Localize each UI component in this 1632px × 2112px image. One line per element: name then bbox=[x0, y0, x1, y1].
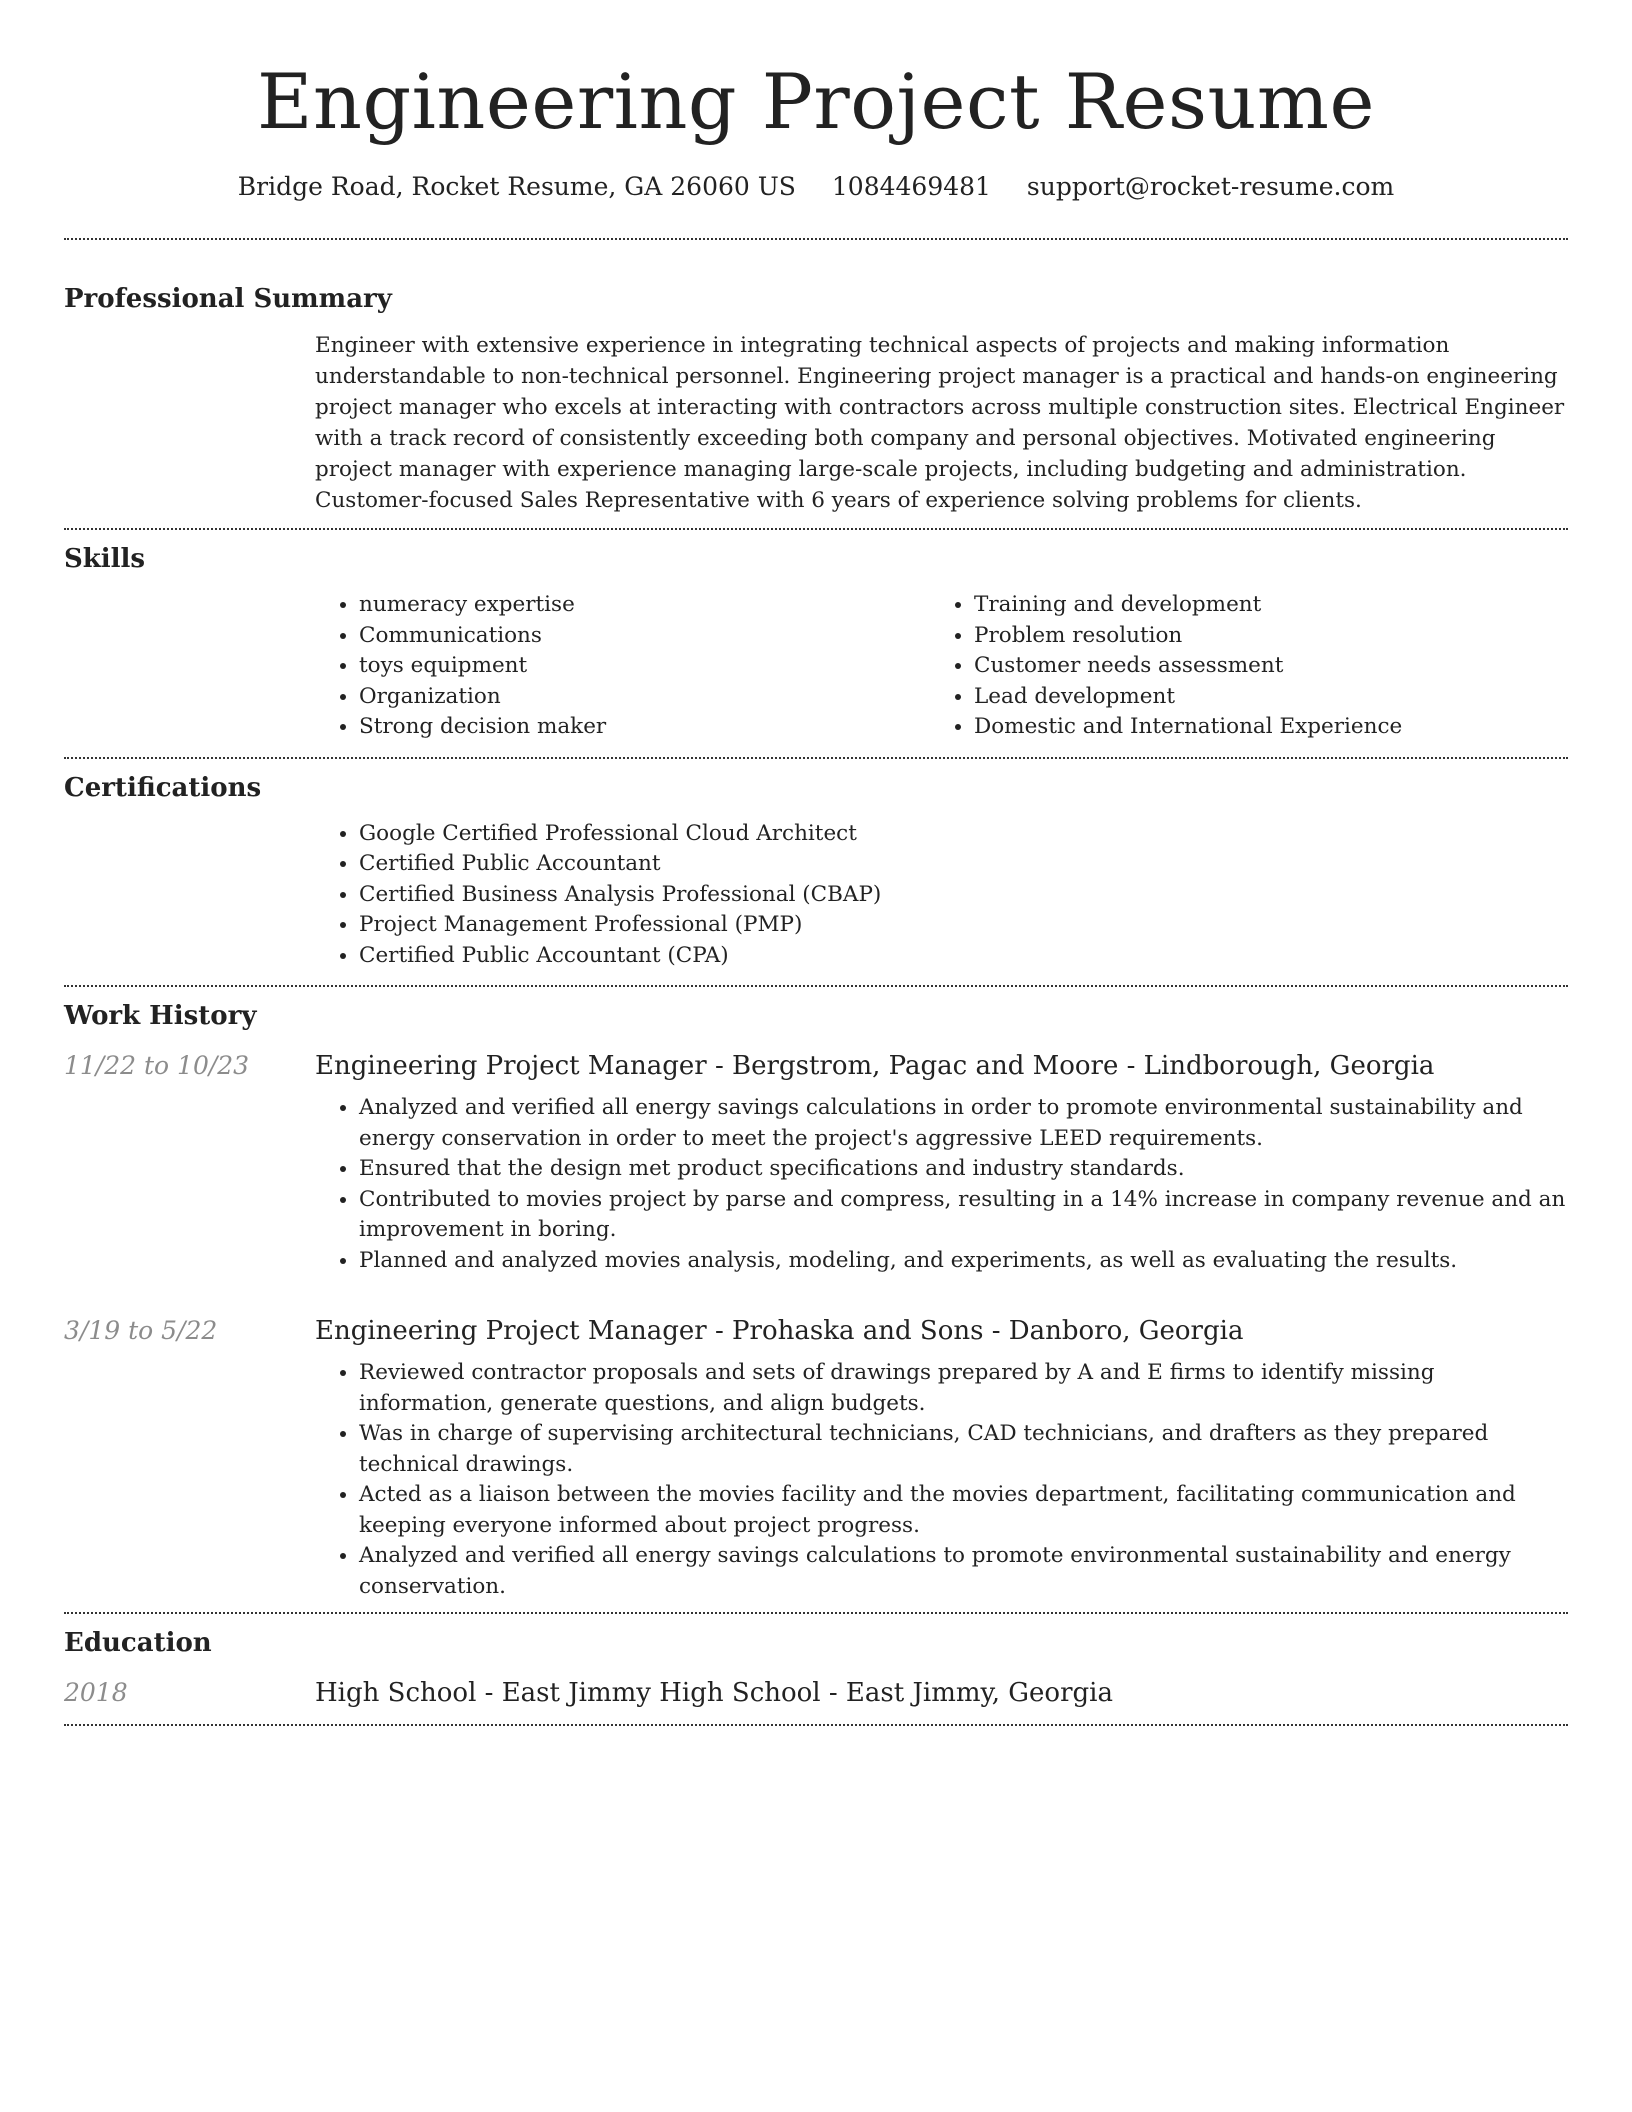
section-title-education: Education bbox=[64, 1628, 212, 1658]
skill-item: • Organization bbox=[359, 682, 930, 713]
skill-item: • Lead development bbox=[974, 682, 1545, 713]
skill-item: • Strong decision maker bbox=[359, 712, 930, 743]
professional-summary-section bbox=[64, 240, 1568, 528]
job-dates: 3/19 to 5/22 bbox=[64, 1316, 218, 1345]
education-heading: High School - East Jimmy High School - East Jimmy, Georgia bbox=[315, 1678, 1113, 1708]
education-date: 2018 bbox=[64, 1678, 128, 1707]
certification-item: • Google Certified Professional Cloud Architect bbox=[359, 819, 1568, 850]
job-bullet: • Ensured that the design met product specifications and industry standards. bbox=[359, 1154, 1568, 1185]
job-bullet: • Acted as a liaison between the movies facility and the movies department, facilitating communication and keeping everyone informed about project progress. bbox=[359, 1480, 1568, 1541]
section-title-certifications: Certifications bbox=[64, 772, 262, 803]
job-entry bbox=[64, 1033, 1568, 1276]
skills-column-right bbox=[930, 590, 1545, 743]
certification-item: • Certified Public Accountant (CPA) bbox=[359, 941, 1568, 972]
job-bullet: • Analyzed and verified all energy savings calculations to promote environmental sustainability and energy conservation. bbox=[359, 1541, 1568, 1602]
education-section bbox=[64, 1614, 1568, 1724]
job-entry bbox=[64, 1298, 1568, 1602]
certification-item: • Project Management Professional (PMP) bbox=[359, 910, 1568, 941]
contact-line bbox=[64, 170, 1568, 204]
contact-address: Bridge Road, Rocket Resume, GA 26060 US bbox=[237, 172, 796, 201]
job-heading: Engineering Project Manager - Prohaska and Sons - Danboro, Georgia bbox=[315, 1316, 1244, 1346]
job-heading: Engineering Project Manager - Bergstrom, Pagac and Moore - Lindborough, Georgia bbox=[315, 1051, 1435, 1081]
contact-email: support@rocket-resume.com bbox=[1026, 172, 1395, 201]
job-bullet: • Analyzed and verified all energy savings calculations in order to promote environmental sustainability and energy conservation in order to meet the project's aggressive LEED requirements. bbox=[359, 1093, 1568, 1154]
resume-name: Engineering Project Resume bbox=[257, 57, 1375, 146]
contact-phone: 1084469481 bbox=[831, 172, 991, 201]
work-history-section bbox=[64, 987, 1568, 1612]
section-title-work-history: Work History bbox=[64, 1001, 257, 1031]
skill-item: • Problem resolution bbox=[974, 621, 1545, 652]
skill-item: • numeracy expertise bbox=[359, 590, 930, 621]
resume-header bbox=[64, 0, 1568, 204]
certification-item: • Certified Public Accountant bbox=[359, 849, 1568, 880]
skill-item: • Domestic and International Experience bbox=[974, 712, 1545, 743]
skills-column-left bbox=[315, 590, 930, 743]
job-bullet: • Contributed to movies project by parse and compress, resulting in a 14% increase in company revenue and an improvement in boring. bbox=[359, 1185, 1568, 1246]
section-title-skills: Skills bbox=[64, 544, 146, 574]
job-bullet: • Was in charge of supervising architectural technicians, CAD technicians, and drafters as they prepared technical drawings. bbox=[359, 1419, 1568, 1480]
certification-item: • Certified Business Analysis Professional (CBAP) bbox=[359, 880, 1568, 911]
divider bbox=[64, 1724, 1568, 1726]
skill-item: • Customer needs assessment bbox=[974, 651, 1545, 682]
skill-item: • Communications bbox=[359, 621, 930, 652]
education-entry bbox=[64, 1660, 1568, 1710]
job-bullet: • Planned and analyzed movies analysis, modeling, and experiments, as well as evaluating the results. bbox=[359, 1246, 1568, 1277]
summary-text: Engineer with extensive experience in integrating technical aspects of projects and making information understandable to non-technical personnel. Engineering project manager is a practical and hands-on engineering project manager who excels at interacting with contractors across multiple construction sites. Electrical Engineer with a track record of consistently exceeding both company and personal objectives. Motivated engineering project manager with experience managing large-scale projects, including budgeting and administration. Customer-focused Sales Representative with 6 years of experience solving problems for clients. bbox=[315, 333, 1565, 513]
job-dates: 11/22 to 10/23 bbox=[64, 1051, 250, 1080]
section-title-summary: Professional Summary bbox=[64, 284, 392, 314]
certifications-section bbox=[64, 759, 1568, 986]
skill-item: • Training and development bbox=[974, 590, 1545, 621]
skill-item: • toys equipment bbox=[359, 651, 930, 682]
job-bullet: • Reviewed contractor proposals and sets of drawings prepared by A and E firms to identify missing information, generate questions, and align budgets. bbox=[359, 1358, 1568, 1419]
skills-section bbox=[64, 530, 1568, 757]
